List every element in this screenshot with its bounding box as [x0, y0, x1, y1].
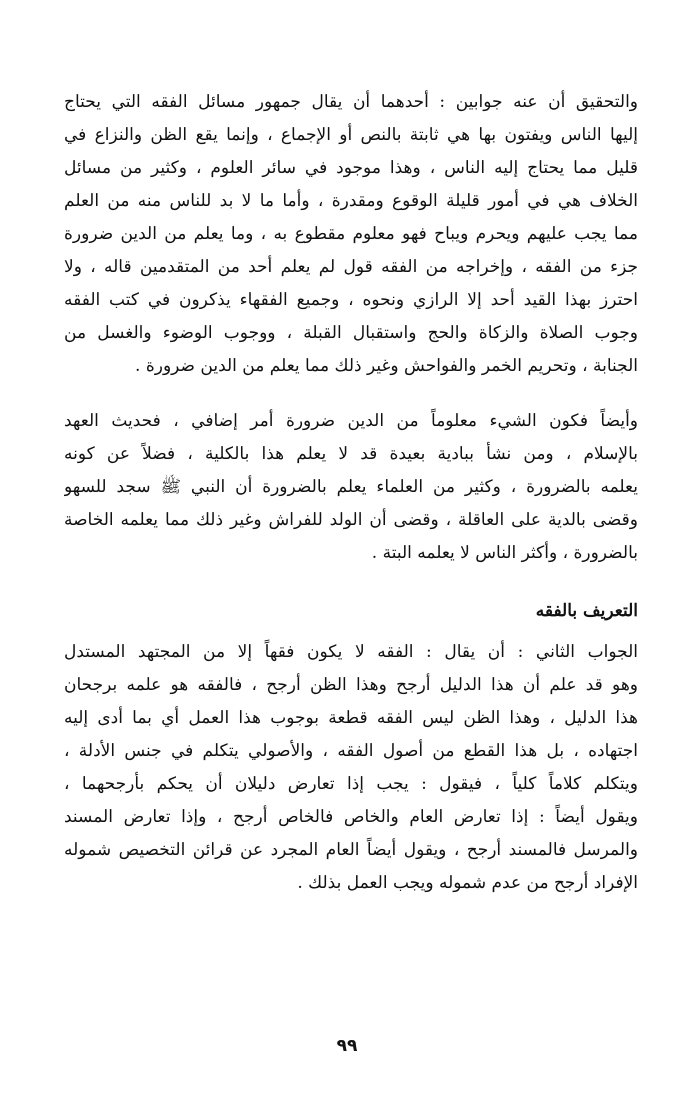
paragraph-3 — [64, 636, 638, 900]
text-line: يعلمه بالضرورة ، وكثير من العلماء يعلم بالضرورة أن النبي ﷺ سجد للسهو — [64, 477, 638, 497]
text-line: وأيضاً فكون الشيء معلوماً من الدين ضرورة أمر إضافي ، فحديث العهد — [64, 411, 638, 431]
text-line: الجواب الثاني : أن يقال : الفقه لا يكون فقهاً إلا من المجتهد المستدل — [64, 642, 638, 662]
paragraph-1 — [64, 86, 638, 383]
text-line: الخلاف هي في أمور قليلة الوقوع ومقدرة ، وأما ما لا بد للناس منه من العلم — [64, 191, 638, 211]
text-line: مما يجب عليهم ويحرم ويباح فهو معلوم مقطوع به ، وما يعلم من الدين ضرورة — [64, 224, 638, 244]
text-line: وجوب الصلاة والزكاة والحج واستقبال القبلة ، ووجوب الوضوء والغسل من — [64, 323, 638, 343]
text-line: جزء من الفقه ، وإخراجه من الفقه قول لم يعلم أحد من المتقدمين قاله ، ولا — [64, 257, 638, 277]
text-line: والتحقيق أن عنه جوابين : أحدهما أن يقال جمهور مسائل الفقه التي يحتاج — [64, 92, 638, 112]
text-line: ويقول أيضاً : إذا تعارض العام والخاص فالخاص أرجح ، وإذا تعارض المسند — [64, 807, 638, 827]
text-line: الإفراد أرجح من عدم شموله ويجب العمل بذلك . — [297, 873, 638, 893]
page-body — [64, 86, 638, 900]
text-line: بالضرورة ، وأكثر الناس لا يعلمه البتة . — [371, 543, 638, 563]
paragraph-2 — [64, 405, 638, 570]
text-line: قليل مما يحتاج إليه الناس ، وهذا موجود في سائر العلوم ، وكثير من مسائل — [64, 158, 638, 178]
text-line: وهو قد علم أن هذا الدليل أرجح وهذا الظن أرجح ، فالفقه هو علمه برجحان — [64, 675, 638, 695]
text-line: اجتهاده ، بل هذا القطع من أصول الفقه ، والأصولي يتكلم في جنس الأدلة ، — [64, 741, 638, 761]
section-heading: التعريف بالفقه — [535, 601, 638, 621]
text-line: هذا الدليل ، وهذا الظن ليس الفقه قطعة بوجوب هذا العمل أي بما أدى إليه — [64, 708, 638, 728]
text-line: احترز بهذا القيد أحد إلا الرازي ونحوه ، وجميع الفقهاء يذكرون في كتب الفقه — [64, 290, 638, 310]
text-line: ويتكلم كلاماً كلياً ، فيقول : يجب إذا تعارض دليلان أن يحكم بأرجحهما ، — [64, 774, 638, 794]
text-line: والمرسل فالمسند أرجح ، ويقول أيضاً العام المجرد عن قرائن التخصيص شموله — [64, 840, 638, 860]
page-number: ٩٩ — [336, 1036, 358, 1056]
text-line: الجنابة ، وتحريم الخمر والفواحش وغير ذلك مما يعلم من الدين ضرورة . — [135, 356, 638, 376]
text-line: إليها الناس ويفتون بها هي ثابتة بالنص أو الإجماع ، وإنما يقع الظن والنزاع في — [64, 125, 638, 145]
text-line: بالإسلام ، ومن نشأ ببادية بعيدة قد لا يعلم هذا بالكلية ، فضلاً عن كونه — [64, 444, 638, 464]
text-line: وقضى بالدية على العاقلة ، وقضى أن الولد للفراش وغير ذلك مما يعلمه الخاصة — [64, 510, 638, 530]
